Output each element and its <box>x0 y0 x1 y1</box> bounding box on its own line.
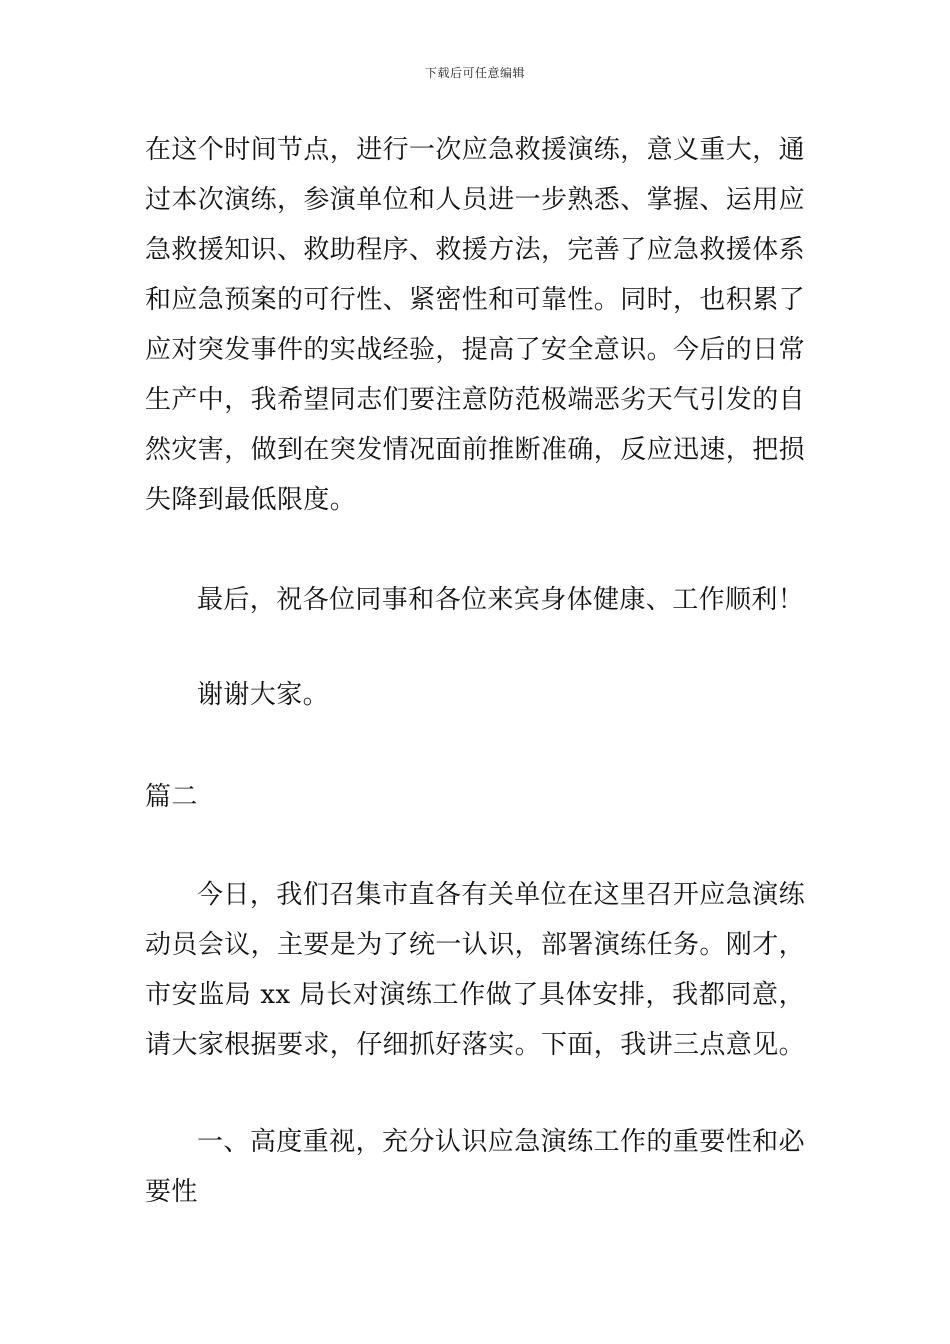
paragraph-point-one-heading: 一、高度重视，充分认识应急演练工作的重要性和必要性 <box>145 1127 805 1207</box>
paragraph-closing-wishes: 最后，祝各位同事和各位来宾身体健康、工作顺利！ <box>197 585 805 615</box>
page-header: 下载后可任意编辑 <box>424 66 525 80</box>
paragraph-thanks: 谢谢大家。 <box>197 680 330 710</box>
paragraph-drill-significance: 在这个时间节点，进行一次应急救援演练，意义重大，通过本次演练，参演单位和人员进一步熟悉、掌握、运用应急救援知识、救助程序、救援方法，完善了应急救援体系和应急预案的可行性、紧密性和可靠性。同时，也积累了应对突发事件的实战经验，提高了安全意识。今后的日常生产中，我希望同志们要注意防范极端恶劣天气引发的自然灾害，做到在突发情况面前推断准确，反应迅速，把损失降到最低限度。 <box>145 135 806 515</box>
section-heading-part-two: 篇二 <box>145 782 198 812</box>
paragraph-meeting-intro: 今日，我们召集市直各有关单位在这里召开应急演练动员会议，主要是为了统一认识，部署演练任务。刚才，市安监局 xx 局长对演练工作做了具体安排，我都同意，请大家根据要求，仔细抓好落实。下面，我讲三点意见。 <box>145 880 806 1060</box>
